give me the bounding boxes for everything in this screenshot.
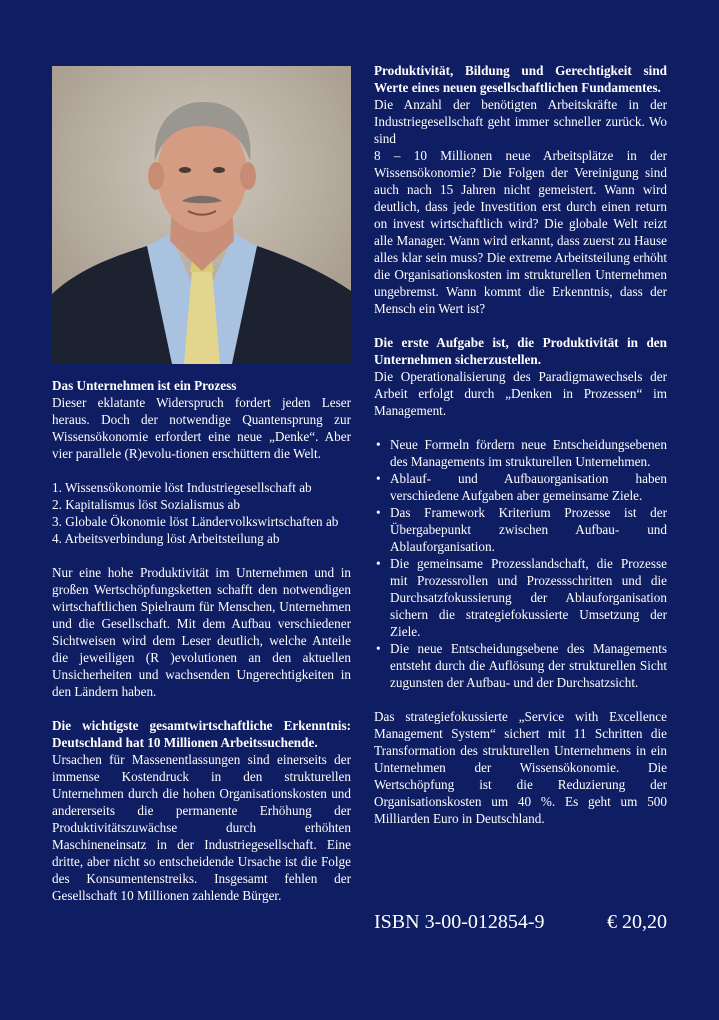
right-paragraph-2: Die Operationalisierung des Paradigmawechsels der Arbeit erfolgt durch „Denken in Prozessen“ im Management. (374, 369, 667, 418)
right-heading-values: Produktivität, Bildung und Gerechtigkeit sind Werte eines neuen gesellschaftlichen Fundamentes. (374, 63, 667, 95)
list-item: 2. Kapitalismus löst Sozialismus ab (52, 497, 240, 512)
list-item: • Die gemeinsame Prozesslandschaft, die Prozesse mit Prozessrollen und Prozessschritten und die Durchsatzfokussierung der Ablauforganisation sichern die strategiefokussierte Umsetzung der Ziele. (376, 556, 667, 639)
portrait-photo-icon (52, 66, 351, 364)
left-column (52, 66, 351, 904)
list-item: • Ablauf- und Aufbauorganisation haben verschiedene Aufgaben aber gemeinsame Ziele. (376, 471, 667, 503)
left-heading-process: Das Unternehmen ist ein Prozess (52, 378, 237, 393)
list-item: 4. Arbeitsverbindung löst Arbeitsteilung ab (52, 531, 280, 546)
framework-bullet-list (374, 436, 667, 691)
author-portrait (52, 66, 351, 364)
right-paragraph-1a: Die Anzahl der benötigten Arbeitskräfte in der Industriegesellschaft geht immer schneller zurück. Wo sind (374, 97, 667, 146)
book-price: € 20,20 (607, 911, 667, 933)
left-paragraph-2: Nur eine hohe Produktivität im Unternehmen und in großen Wertschöpfungsketten schafft den notwendigen wirtschaftlichen Spielraum für Menschen, Unternehmen und die Gesellschaft. Mit dem Aufbau verschiedener Sichtweisen wird dem Leser deutlich, welche Anteile die jeweiligen (R )evolutionen an den aktuellen Unsicherheiten und wachsenden Ungerechtigkeiten in den Ländern haben. (52, 565, 351, 699)
right-heading-task: Die erste Aufgabe ist, die Produktivität in den Unternehmen sicherzustellen. (374, 335, 667, 367)
revolutions-list (52, 479, 351, 547)
list-item: 3. Globale Ökonomie löst Ländervolkswirtschaften ab (52, 514, 339, 529)
list-item: 1. Wissensökonomie löst Industriegesellschaft ab (52, 480, 312, 495)
list-item: • Die neue Entscheidungsebene des Managements entsteht durch die Auflösung der strukturellen Sicht zugunsten der Aufbau- und der Durchsatzsicht. (376, 641, 667, 690)
bullet-icon: • (376, 641, 381, 656)
isbn-number: ISBN 3-00-012854-9 (374, 911, 545, 933)
bullet-icon: • (376, 505, 381, 520)
left-paragraph-3: Ursachen für Massenentlassungen sind einerseits der immense Kostendruck in den strukturellen Unternehmen durch die hohen Organisationskosten und andererseits die permanente Erhöhung der Produktivitätszuwächse durch erhöhten Maschineneinsatz in der Industriegesellschaft. Eine dritte, aber nicht so entscheidende Ursache ist die Folge des Konsumentenstreiks. Insgesamt fehlen der Gesellschaft 10 Millionen zahlende Bürger. (52, 752, 351, 903)
left-heading-insight: Die wichtigste gesamtwirtschaftliche Erkenntnis: Deutschland hat 10 Millionen Arbeitssuchende. (52, 718, 351, 750)
bullet-icon: • (376, 437, 381, 452)
right-paragraph-1b: 8 – 10 Millionen neue Arbeitsplätze in der Wissensökonomie? Die Folgen der Vereinigung sind auch nach 15 Jahren nicht gemeistert. Wann wird deutlich, dass jede Investition erst durch einen return on invest wirtschaftlich wird? Die globale Welt reizt alle Manager. Wann wird erkannt, dass zuerst zu Hause alles klar sein muss? Die extreme Arbeitsteilung erhöht die Organisationskosten im strukturellen Unternehmen ungebremst. Wann kommt die Erkenntnis, dass der Mensch ein Wert ist? (374, 148, 667, 316)
list-item: • Das Framework Kriterium Prozesse ist der Übergabepunkt zwischen Aufbau- und Ablauforganisation. (376, 505, 667, 554)
list-item: • Neue Formeln fördern neue Entscheidungsebenen des Managements im strukturellen Unternehmen. (376, 437, 667, 469)
bullet-icon: • (376, 471, 381, 486)
right-column (374, 62, 667, 827)
right-paragraph-3: Das strategiefokussierte „Service with Excellence Management System“ sichert mit 11 Schritten die Transformation des strukturellen Unternehmens in ein Unternehmen der Wissensökonomie. Die Wertschöpfung ist die Reduzierung der Organisationskosten um 40 %. Es geht um 500 Milliarden Euro in Deutschland. (374, 709, 667, 826)
bullet-icon: • (376, 556, 381, 571)
left-paragraph-1: Dieser eklatante Widerspruch fordert jeden Leser heraus. Doch der notwendige Quantensprung zur Wissensökonomie erfordert eine neue „Denke“. Aber vier parallele (R)evolu-tionen erschüttern die Welt. (52, 395, 351, 461)
